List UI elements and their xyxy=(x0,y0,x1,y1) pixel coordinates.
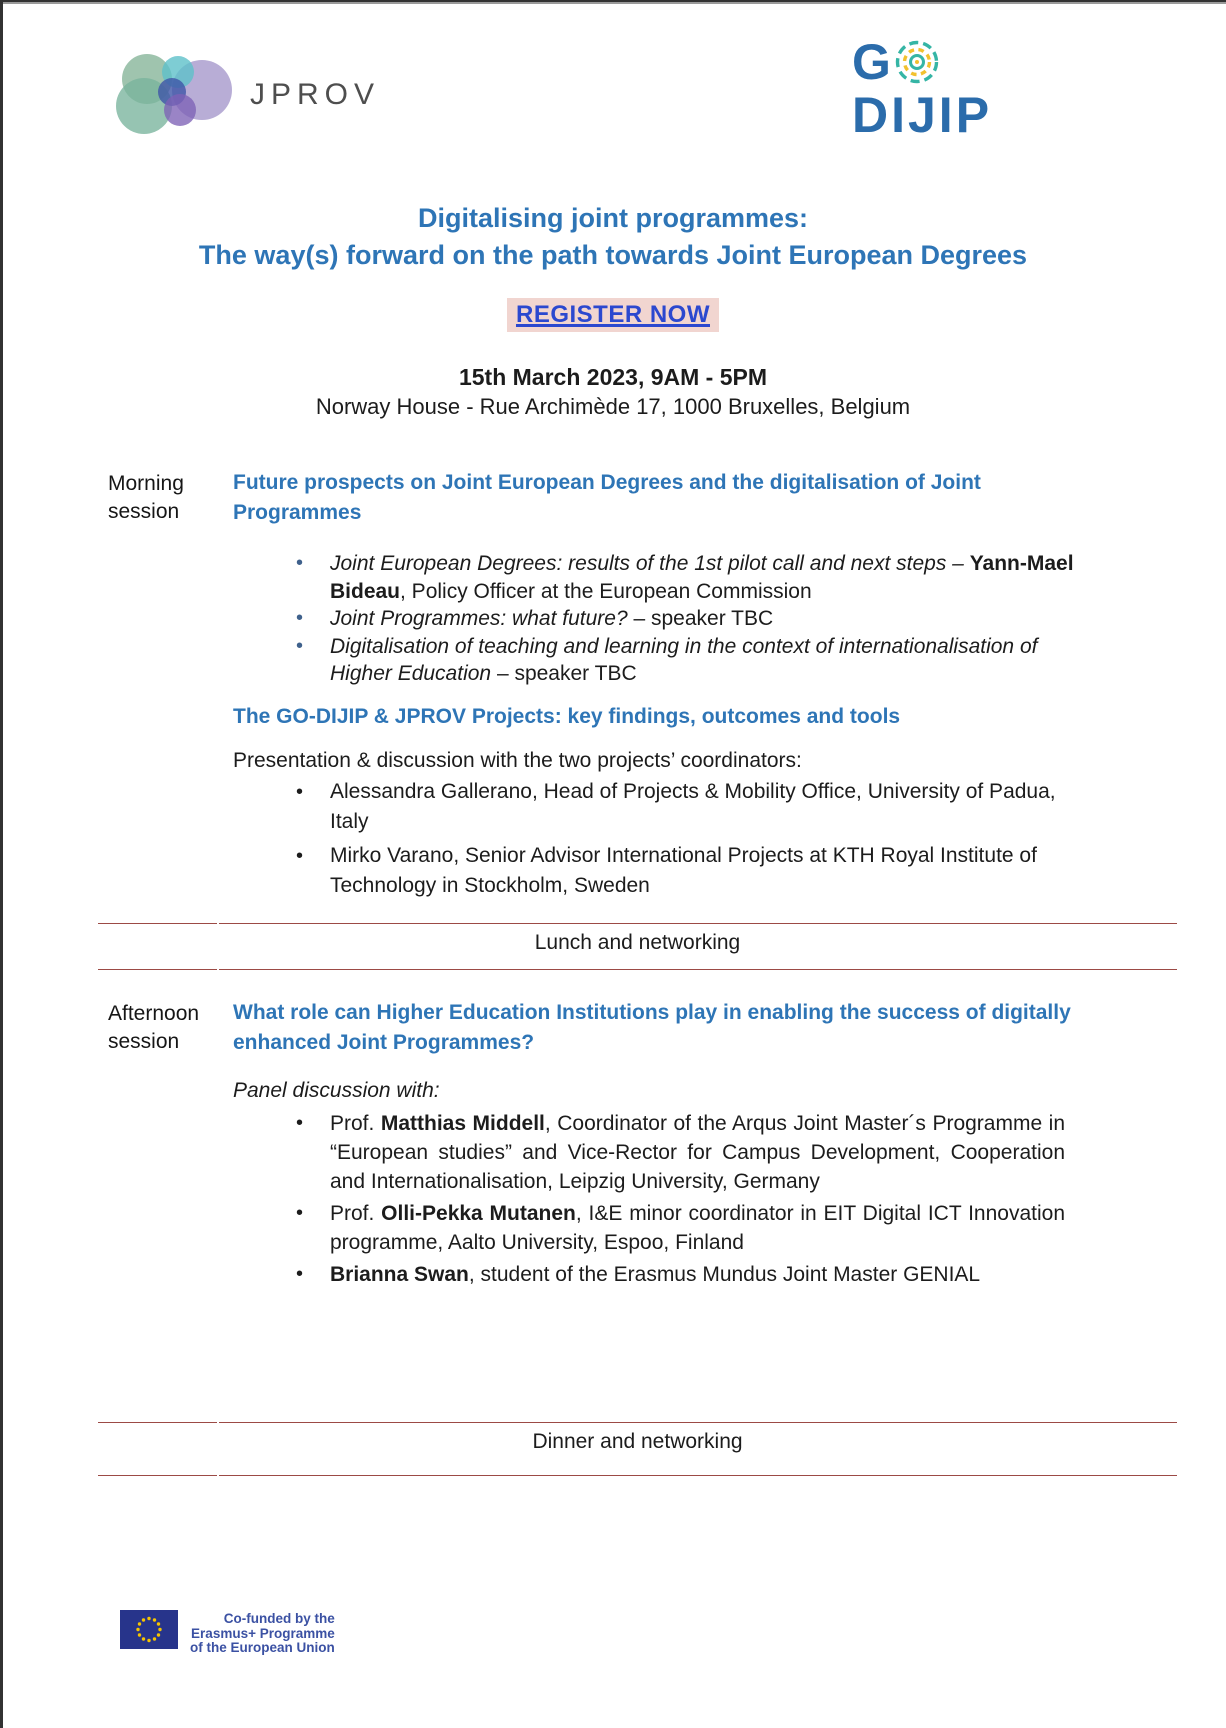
talk-item xyxy=(233,605,1077,633)
panelist-item xyxy=(233,1109,1065,1196)
event-title-line1: Digitalising joint programmes: xyxy=(417,203,809,233)
jprov-circle xyxy=(164,94,196,126)
event-info xyxy=(0,362,1226,422)
eu-flag-icon xyxy=(120,1610,178,1649)
session-label-line: Afternoon xyxy=(108,1001,200,1025)
dinner-divider xyxy=(98,1422,1177,1476)
jprov-logo xyxy=(118,48,380,138)
coordinator-item: • Mirko Varano, Senior Advisor International Projects at KTH Royal Institute of Technology in Stockholm, Sweden xyxy=(233,841,1077,901)
coordinators-intro: Presentation & discussion with the two projects’ coordinators: xyxy=(233,748,802,772)
panelist-prefix: Prof. xyxy=(330,1111,381,1135)
afternoon-session-label xyxy=(98,998,217,1292)
talk-topic: Digitalisation of teaching and learning in the context of internationalisation of Higher Education xyxy=(330,634,1038,685)
coordinator-item: • Alessandra Gallerano, Head of Projects & Mobility Office, University of Padua, Italy xyxy=(233,777,1077,837)
panelists-list xyxy=(233,1109,1077,1289)
session-label-line: session xyxy=(108,500,180,523)
afternoon-session-content xyxy=(217,998,1177,1292)
lunch-label: Lunch and networking xyxy=(534,930,741,954)
morning-talks-list xyxy=(233,550,1077,688)
agenda-table xyxy=(98,468,1177,1476)
event-title-line2: The way(s) forward on the path towards Joint European Degrees xyxy=(198,240,1028,270)
coordinators-list xyxy=(233,777,1077,901)
morning-session-label xyxy=(98,468,217,905)
panelist-prefix: Prof. xyxy=(330,1201,382,1225)
go-letter: G xyxy=(852,34,891,90)
register-now-link[interactable]: REGISTER NOW xyxy=(507,298,719,332)
funding-line: of the European Union xyxy=(190,1640,335,1655)
dinner-label: Dinner and networking xyxy=(532,1429,743,1453)
register-now-wrap xyxy=(0,298,1226,332)
talk-item xyxy=(233,550,1077,605)
talk-detail: – speaker TBC xyxy=(496,662,637,685)
viewer-left-edge xyxy=(0,0,3,1728)
viewer-top-edge xyxy=(0,0,1226,4)
talk-topic: Joint Programmes: what future? xyxy=(330,607,634,630)
lunch-divider xyxy=(98,923,1177,970)
concentric-rings-icon xyxy=(894,39,940,85)
funding-line: Erasmus+ Programme xyxy=(191,1625,335,1641)
event-datetime: 15th March 2023, 9AM - 5PM xyxy=(458,364,768,390)
panelist-detail: , I&E minor coordinator in EIT Digital ICT Innovation programme, Aalto University, Espoo, Finland xyxy=(330,1201,1066,1254)
morning-session-content xyxy=(217,468,1177,905)
afternoon-session-row xyxy=(98,998,1177,1292)
go-dijip-logo xyxy=(852,34,993,143)
panelist-detail: , student of the Erasmus Mundus Joint Master GENIAL xyxy=(468,1262,981,1286)
speaker-name: Yann-Mael Bideau xyxy=(330,552,1074,603)
talk-item xyxy=(233,633,1077,688)
event-title xyxy=(0,200,1226,274)
panelist-item xyxy=(233,1260,1065,1289)
eu-funding-footer xyxy=(120,1610,335,1656)
panelist-detail: , Coordinator of the Arqus Joint Master´s Programme in “European studies” and Vice-Rector for Campus Development, Cooperation and Internationalisation, Leipzig University, Germany xyxy=(330,1111,1065,1193)
session-label-line: Morning xyxy=(108,472,184,495)
panelist-name: Matthias Middell xyxy=(380,1111,545,1135)
jprov-wordmark: JPROV xyxy=(250,78,381,111)
funding-line: Co-funded by the xyxy=(223,1611,335,1626)
funding-text xyxy=(190,1610,335,1656)
go-dijip-top xyxy=(852,36,992,88)
panelist-item xyxy=(233,1199,1065,1257)
afternoon-heading: What role can Higher Education Institutions play in enabling the success of digitally enhanced Joint Programmes? xyxy=(233,1000,1071,1054)
panelist-name: Brianna Swan xyxy=(330,1262,469,1286)
projects-heading: The GO-DIJIP & JPROV Projects: key findings, outcomes and tools xyxy=(233,704,901,728)
event-venue: Norway House - Rue Archimède 17, 1000 Bruxelles, Belgium xyxy=(315,394,911,419)
morning-heading: Future prospects on Joint European Degrees and the digitalisation of Joint Programmes xyxy=(233,471,981,524)
dijip-wordmark: DIJIP xyxy=(852,87,993,143)
session-label-line: session xyxy=(108,1029,180,1053)
talk-detail: , Policy Officer at the European Commission xyxy=(400,579,812,603)
talk-topic: Joint European Degrees: results of the 1st pilot call and next steps – xyxy=(330,552,970,575)
morning-session-row xyxy=(98,468,1177,905)
panelist-name: Olli-Pekka Mutanen xyxy=(381,1201,576,1225)
talk-detail: – speaker TBC xyxy=(633,607,774,630)
panel-intro: Panel discussion with: xyxy=(233,1078,440,1102)
overlapping-circles-icon xyxy=(118,48,236,138)
